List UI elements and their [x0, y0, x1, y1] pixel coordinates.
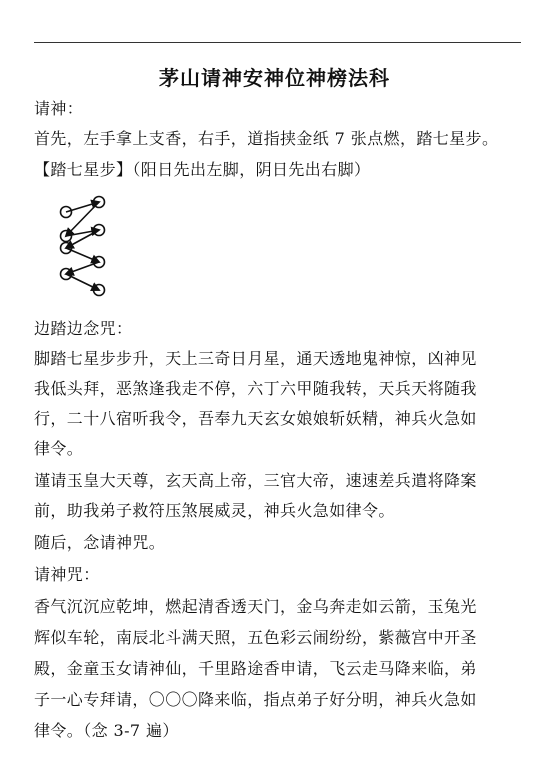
top-rule — [34, 42, 521, 43]
page-title: 茅山请神安神位神榜法科 — [159, 66, 390, 90]
text-line: 随后，念请神咒。 — [34, 533, 166, 552]
text-line: 边踏边念咒： — [34, 319, 133, 338]
text-line: 脚踏七星步步升，天上三奇日月星，通天透地鬼神惊，凶神见 — [34, 349, 477, 368]
text-line: 我低头拜，恶煞逢我走不停，六丁六甲随我转，天兵天将随我 — [34, 379, 477, 398]
text-line: 律令。（念 3-7 遍） — [34, 721, 179, 740]
text-line: 香气沉沉应乾坤，燃起清香透天门，金乌奔走如云箭，玉兔光 — [34, 597, 477, 616]
text-line: 律令。 — [34, 439, 84, 458]
text-line: 首先，左手拿上支香，右手，道指挟金纸 7 张点燃，踏七星步。 — [34, 129, 499, 148]
text-line: 行，二十八宿听我令，吾奉九天玄女娘娘斩妖精，神兵火急如 — [34, 409, 477, 428]
seven-star-step-diagram — [52, 190, 122, 302]
text-line: 前，助我弟子救符压煞展威灵，神兵火急如律令。 — [34, 501, 395, 520]
text-line: 谨请玉皇大天尊，玄天高上帝，三官大帝，速速差兵遣将降案 — [34, 471, 477, 490]
text-line: 辉似车轮，南辰北斗满天照，五色彩云闹纷纷，紫薇宫中开圣 — [34, 628, 477, 647]
text-line: 请神： — [34, 99, 84, 118]
text-line: 请神咒： — [34, 565, 100, 584]
text-line: 子一心专拜请，〇〇〇降来临，指点弟子好分明，神兵火急如 — [34, 690, 477, 709]
text-line: 【踏七星步】（阳日先出左脚，阴日先出右脚） — [34, 160, 371, 179]
text-line: 殿，金童玉女请神仙，千里路途香申请，飞云走马降来临，弟 — [34, 659, 477, 678]
